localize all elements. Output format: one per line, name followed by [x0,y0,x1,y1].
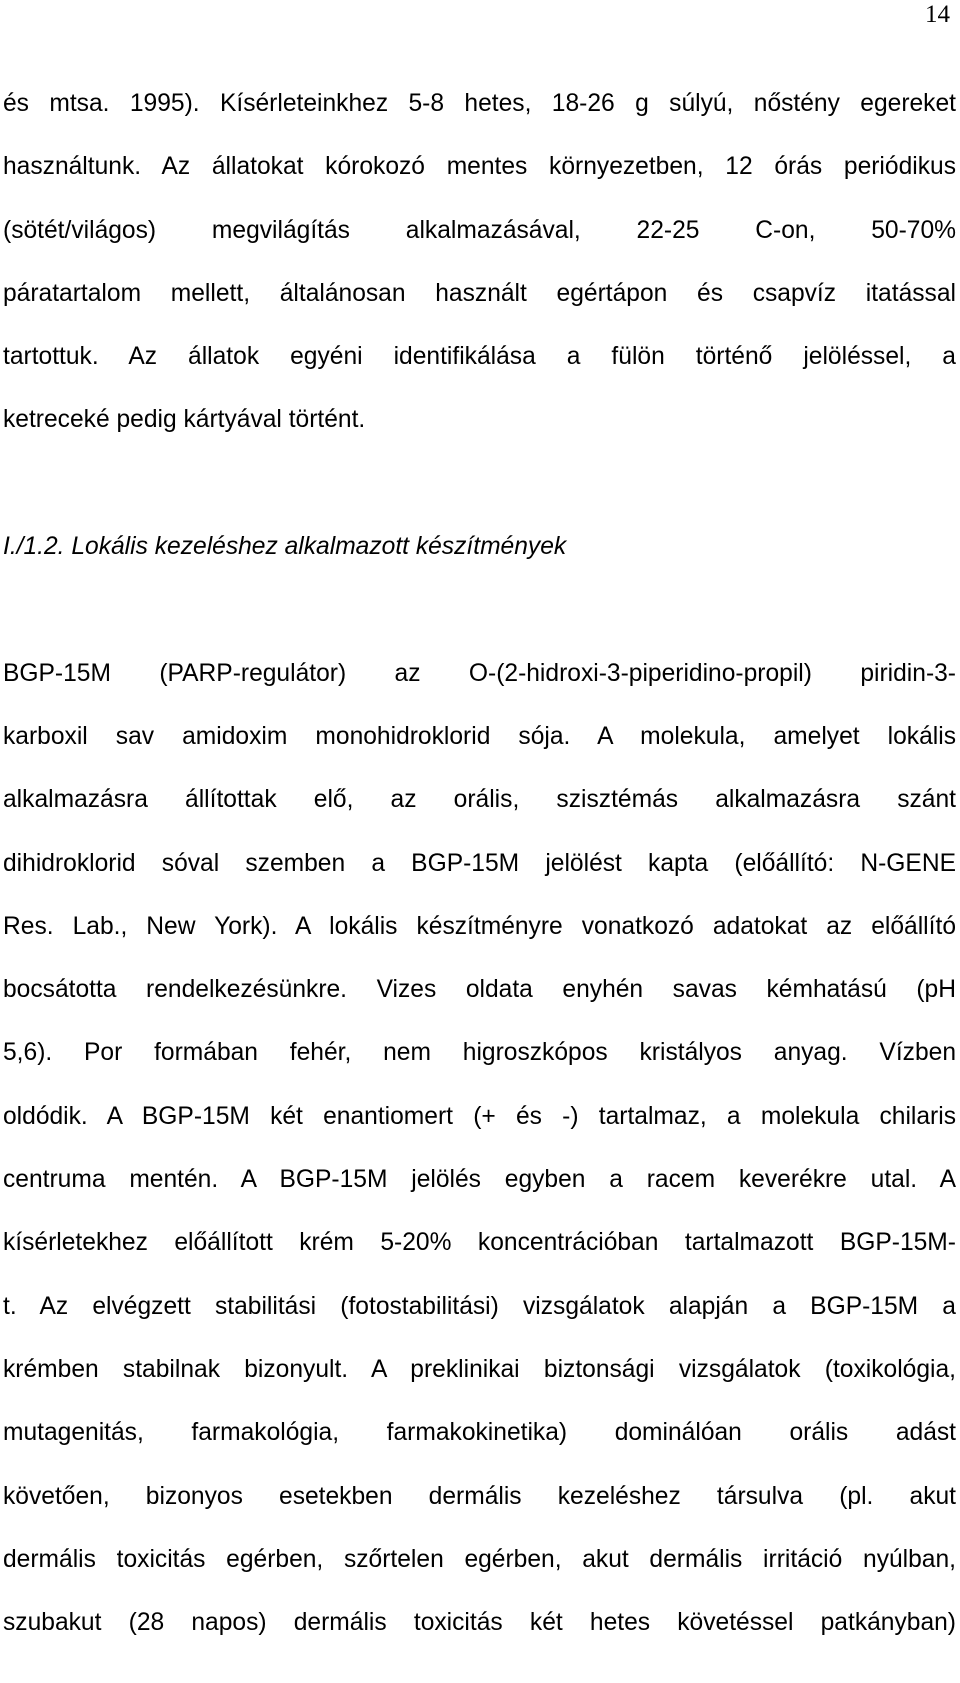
paragraph-line: páratartalom mellett, általánosan használt egértápon és csapvíz itatással [3,279,956,307]
paragraph-line: mutagenitás, farmakológia, farmakokinetika) dominálóan orális adást [3,1419,956,1447]
paragraph-line: 5,6). Por formában fehér, nem higroszkópos kristályos anyag. Vízben [3,1039,956,1067]
paragraph-line: oldódik. A BGP-15M két enantiomert (+ és -) tartalmaz, a molekula chilaris [3,1102,956,1130]
document-body [3,92,956,1674]
paragraph-line: (sötét/világos) megvilágítás alkalmazásával, 22-25 C-on, 50-70% [3,216,956,244]
paragraph-line: krémben stabilnak bizonyult. A preklinikai biztonsági vizsgálatok (toxikológia, [3,1355,956,1383]
paragraph-line: BGP-15M (PARP-regulátor) az O-(2-hidroxi-3-piperidino-propil) piridin-3- [3,659,956,687]
paragraph-line: ketreceké pedig kártyával történt. [3,406,366,434]
paragraph-line: dihidroklorid sóval szemben a BGP-15M jelölést kapta (előállító: N-GENE [3,849,956,877]
paragraph-animal-housing [3,92,956,472]
paragraph-line: követően, bizonyos esetekben dermális kezeléshez társulva (pl. akut [3,1482,956,1510]
paragraph-line: dermális toxicitás egérben, szőrtelen egérben, akut dermális irritáció nyúlban, [3,1545,956,1573]
heading-spacer [3,598,956,661]
paragraph-line: alkalmazásra állítottak elő, az orális, szisztémás alkalmazásra szánt [3,786,956,814]
paragraph-line: kísérletekhez előállított krém 5-20% koncentrációban tartalmazott BGP-15M- [3,1229,956,1257]
section-heading: I./1.2. Lokális kezeléshez alkalmazott készítmények [3,533,567,561]
paragraph-line: karboxil sav amidoxim monohidroklorid sója. A molekula, amelyet lokális [3,722,956,750]
paragraph-line: Res. Lab., New York). A lokális készítményre vonatkozó adatokat az előállító [3,912,956,940]
paragraph-line: szubakut (28 napos) dermális toxicitás két hetes követéssel patkányban) [3,1609,956,1637]
paragraph-line: használtunk. Az állatokat kórokozó mentes környezetben, 12 órás periódikus [3,153,956,181]
paragraph-line: tartottuk. Az állatok egyéni identifikálása a fülön történő jelöléssel, a [3,343,956,371]
paragraph-line: bocsátotta rendelkezésünkre. Vizes oldata enyhén savas kémhatású (pH [3,976,956,1004]
page-number: 14 [925,1,950,28]
paragraph-line: és mtsa. 1995). Kísérleteinkhez 5-8 hetes, 18-26 g súlyú, nőstény egereket [3,90,956,117]
paragraph-line: t. Az elvégzett stabilitási (fotostabilitási) vizsgálatok alapján a BGP-15M a [3,1292,956,1320]
paragraph-bgp-15m [3,659,956,1675]
paragraph-line: centruma mentén. A BGP-15M jelölés egyben a racem keverékre utal. A [3,1166,956,1194]
paragraph-spacer [3,472,956,535]
